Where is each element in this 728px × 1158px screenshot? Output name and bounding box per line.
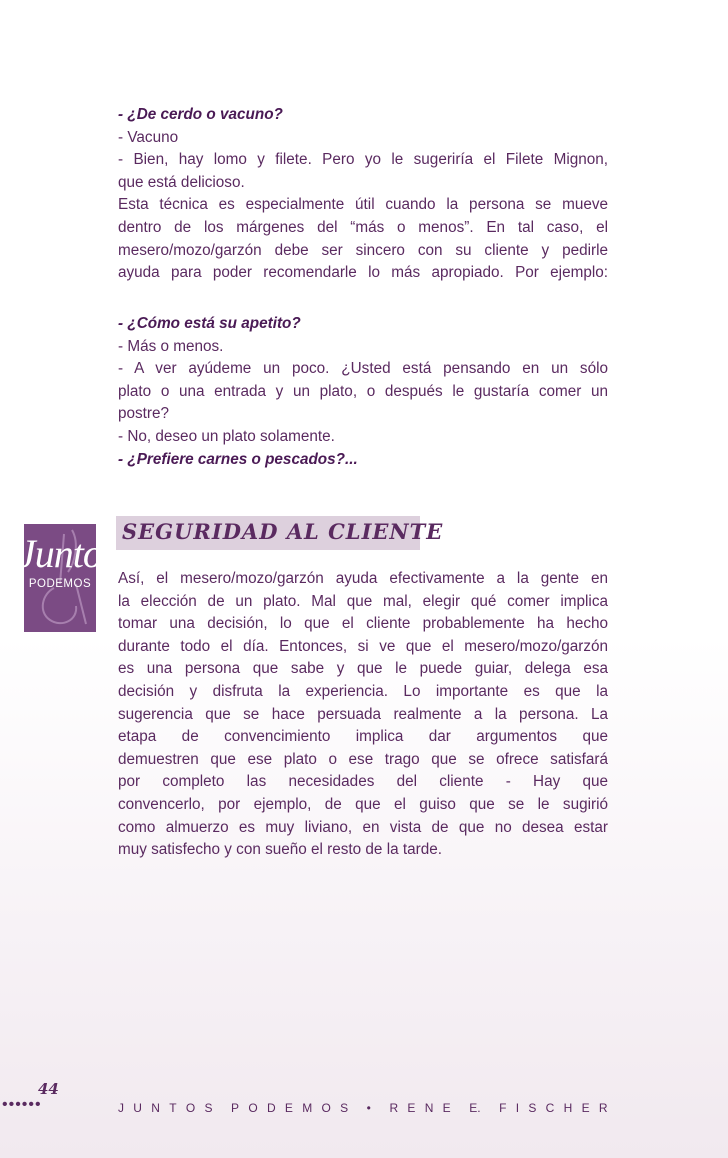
- footer-letter: H: [563, 1101, 573, 1115]
- text-line: Esta técnica es especialmente útil cuando la persona se mueve: [118, 196, 608, 214]
- text-line: muy satisfecho y con sueño el resto de la tarde.: [118, 841, 442, 859]
- footer-letter: N: [424, 1101, 434, 1115]
- text-line: - A ver ayúdeme un poco. ¿Usted está pensando en un sólo: [118, 360, 608, 378]
- footer-letter: F: [499, 1101, 507, 1115]
- footer-letter: E: [442, 1101, 451, 1115]
- text-line: - ¿De cerdo o vacuno?: [118, 106, 283, 123]
- footer-running-title: [118, 1101, 608, 1115]
- footer-letter: U: [133, 1101, 142, 1115]
- footer-letter: S: [204, 1101, 213, 1115]
- footer-letter: S: [340, 1101, 349, 1115]
- text-line: Así, el mesero/mozo/garzón ayuda efectivamente a la gente en: [118, 570, 608, 587]
- footer-letter: E: [581, 1101, 590, 1115]
- text-line: mesero/mozo/garzón debe ser sincero con su cliente y pedirle: [118, 241, 608, 259]
- text-line: decisión y disfruta la experiencia. Lo importante es que la: [118, 682, 608, 700]
- footer-letter: E.: [469, 1101, 481, 1115]
- text-line: sugerencia que se hace persuada realmente a la persona. La: [118, 705, 608, 723]
- footer-letter: •: [366, 1101, 371, 1115]
- footer-letter: T: [169, 1101, 177, 1115]
- dialogue-block-2: [118, 313, 608, 471]
- text-line: por completo las necesidades del cliente - Hay que: [118, 773, 608, 791]
- text-line: - Más o menos.: [118, 337, 224, 355]
- footer-letter: P: [231, 1101, 240, 1115]
- footer-letter: R: [598, 1101, 608, 1115]
- text-line: convencerlo, por ejemplo, de que el guiso que se le sugirió: [118, 795, 608, 813]
- text-line: dentro de los márgenes del “más o menos”. En tal caso, el: [118, 218, 608, 236]
- footer-letter: N: [151, 1101, 160, 1115]
- footer-letter: O: [321, 1101, 331, 1115]
- footer-letter: S: [528, 1101, 537, 1115]
- dots-decoration: ••••••: [2, 1096, 42, 1113]
- section-body: [118, 568, 608, 862]
- footer-letter: D: [266, 1101, 276, 1115]
- text-line: - Bien, hay lomo y filete. Pero yo le sugeriría el Filete Mignon,: [118, 151, 608, 169]
- page-number: 44: [38, 1080, 59, 1098]
- footer-letter: E: [284, 1101, 293, 1115]
- footer-letter: E: [407, 1101, 416, 1115]
- footer-letter: O: [185, 1101, 196, 1115]
- footer-letter: M: [302, 1101, 313, 1115]
- text-line: - ¿Cómo está su apetito?: [118, 315, 301, 332]
- text-line: plato o una entrada y un plato, o después le gustaría comer un: [118, 382, 608, 400]
- text-line: la elección de un plato. Mal que mal, elegir qué comer implica: [118, 592, 608, 610]
- text-line: - Vacuno: [118, 128, 179, 146]
- logo-subtitle: PODEMOS: [28, 578, 92, 590]
- footer-letter: J: [118, 1101, 124, 1115]
- footer-letter: C: [545, 1101, 555, 1115]
- text-line: - No, deseo un plato solamente.: [118, 427, 335, 445]
- footer-letter: O: [248, 1101, 258, 1115]
- text-line: tomar una decisión, lo que el cliente probablemente ha hecho: [118, 615, 608, 633]
- footer-letter: R: [389, 1101, 399, 1115]
- text-line: que está delicioso.: [118, 173, 245, 191]
- text-line: durante todo el día. Entonces, si ve que el mesero/mozo/garzón: [118, 637, 608, 655]
- text-line: como almuerzo es muy liviano, en vista de que no desea estar: [118, 818, 608, 836]
- dialogue-block-1: [118, 104, 608, 285]
- text-line: ayuda para poder recomendarle lo más apropiado. Por ejemplo:: [118, 264, 608, 282]
- text-line: demuestren que ese plato o ese trago que se ofrece satisfará: [118, 750, 608, 768]
- section-heading: SEGURIDAD AL CLIENTE: [122, 519, 444, 544]
- text-line: etapa de convencimiento implica dar argumentos que: [118, 728, 608, 746]
- text-line: - ¿Prefiere carnes o pescados?...: [118, 450, 358, 468]
- footer-letter: I: [515, 1101, 520, 1115]
- text-line: postre?: [118, 405, 170, 423]
- logo-word: Juntos: [18, 531, 117, 576]
- text-line: es una persona que sabe y que le puede guiar, delega esa: [118, 660, 608, 678]
